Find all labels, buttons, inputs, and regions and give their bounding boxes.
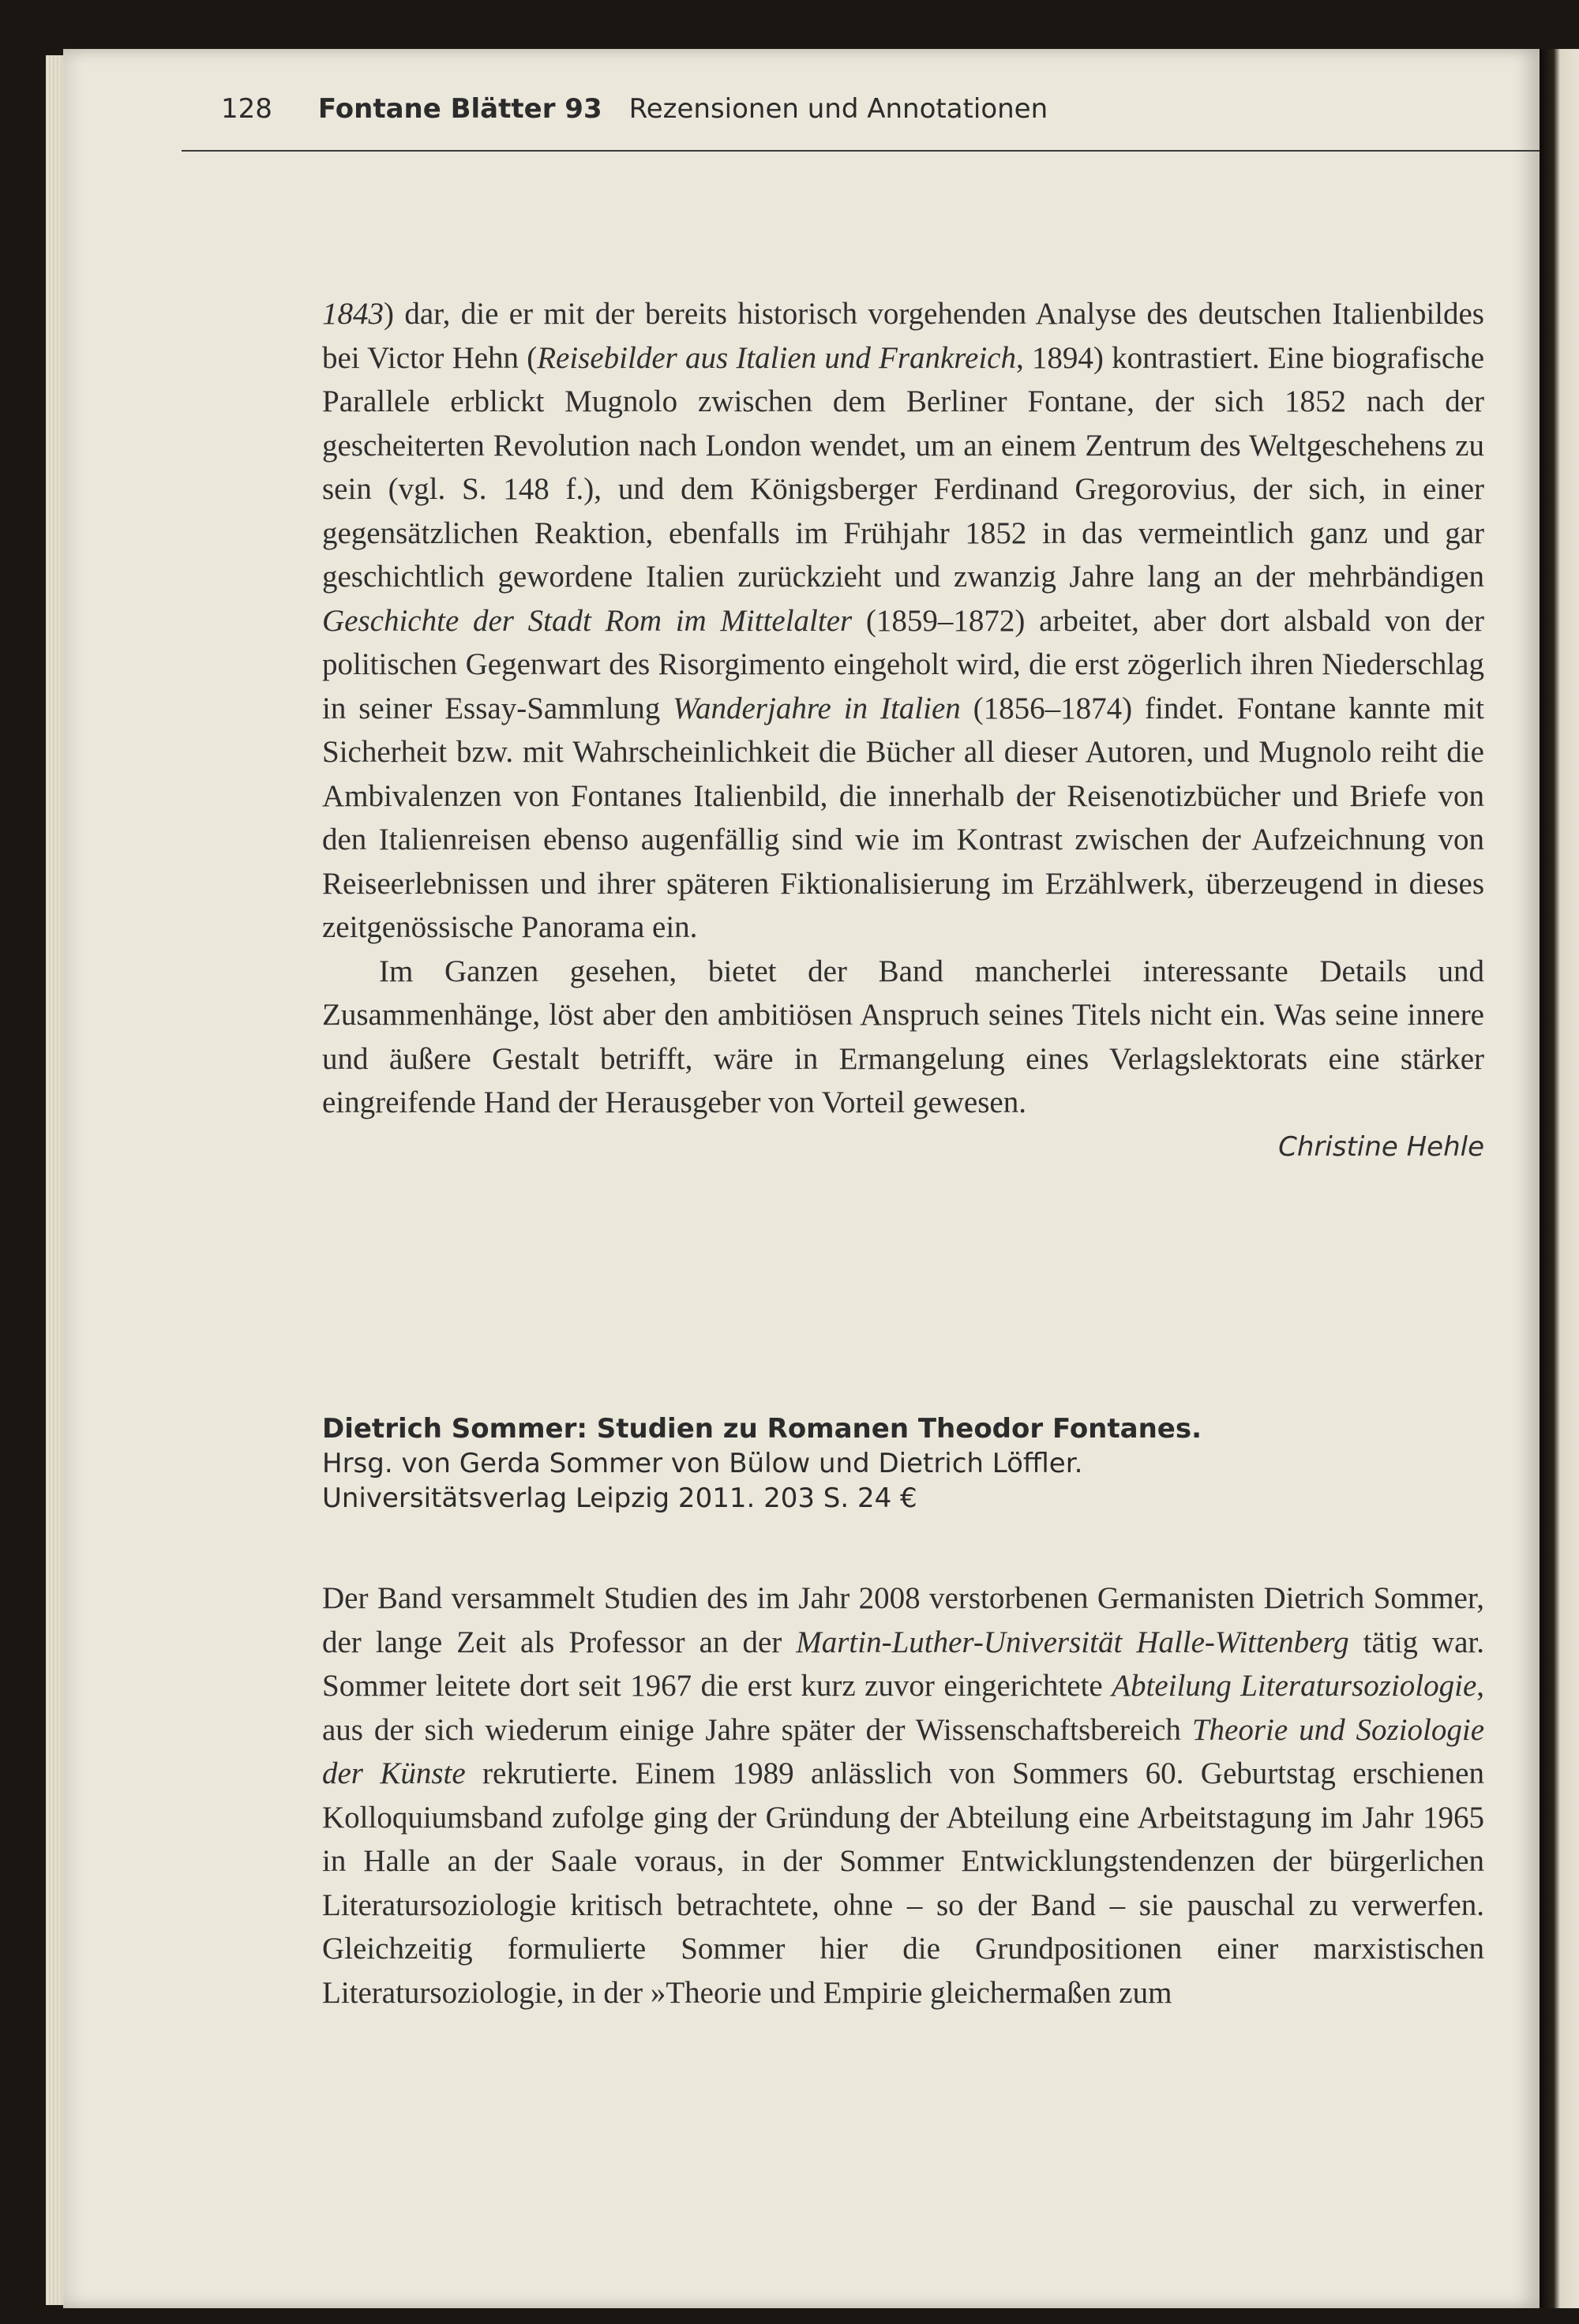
header-rule [182, 150, 1540, 152]
section-title: Rezensionen und Annotationen [628, 93, 1048, 125]
text-segment: (1859–1872) arbeitet, aber dort alsbald von der politischen Gegenwart des Risorgimento eingeholt wird, die erst zögerlich ihren Niederschlag in seiner Essay-Sammlung [322, 603, 1484, 725]
italic-segment: Martin-Luther-Universität Halle-Wittenberg [796, 1625, 1349, 1659]
italic-segment: Geschichte der Stadt Rom im Mittelalter [322, 603, 853, 638]
book-title: Dietrich Sommer: Studien zu Romanen Theodor Fontanes. [322, 1413, 1202, 1445]
italic-segment: 1843 [322, 297, 384, 331]
italic-segment: Theorie und Soziologie der Künste [322, 1712, 1484, 1790]
facing-page-edge [1540, 49, 1579, 2308]
review-paragraph-1 [322, 292, 1484, 950]
book-heading [322, 1411, 1491, 1516]
new-review [322, 1576, 1484, 2015]
review-continuation [322, 292, 1484, 1169]
text-segment: (1856–1874) findet. Fontane kannte mit Sicherheit bzw. mit Wahrscheinlichkeit die Bücher all dieser Autoren, und Mugnolo reiht die Ambivalenzen von Fontanes Italienbild, die innerhalb der Reisenotizbücher und Briefe von den Italienreisen ebenso augenfällig sind wie im Kontrast zwischen der Aufzeichnung von Reiseerlebnissen und ihrer späteren Fiktionalisierung im Erzählwerk, überzeugend in dieses zeitgenössische Panorama ein. [322, 691, 1484, 944]
text-segment: , 1894) kontrastiert. Eine biografische Parallele erblickt Mugnolo zwischen dem Berliner Fontane, der sich 1852 nach der gescheiterten Revolution nach London wendet, um an einem Zentrum des Weltgeschehens zu sein (vgl. S. 148 f.), und dem Königsberger Ferdinand Gregorovius, der sich, in einer gegensätzlichen Reaktion, ebenfalls im Frühjahr 1852 in das vermeintlich ganz und gar geschichtlich gewordene Italien zurückzieht und zwanzig Jahre lang an der mehrbändigen [322, 340, 1485, 594]
text-segment: Der Band versammelt Studien des im Jahr 2008 verstorbenen Germanisten Dietrich Sommer, der lange Zeit als Professor an der [322, 1581, 1484, 1659]
italic-segment: Reisebilder aus Italien und Frankreich [537, 340, 1016, 375]
running-header [221, 93, 1540, 125]
journal-title: Fontane Blätter 93 [317, 93, 602, 125]
review-paragraph-2: Im Ganzen gesehen, bietet der Band mancherlei interessante Details und Zusammenhänge, löst aber den ambitiösen Anspruch seines Titels nicht ein. Was seine innere und äußere Gestalt betrifft, wäre in Ermangelung eines Verlagslektorats eine stärker eingreifende Hand der Herausgeber von Vorteil gewesen. [322, 954, 1484, 1119]
book-publisher: Universitätsverlag Leipzig 2011. 203 S. 24 € [322, 1482, 917, 1514]
review-author: Christine Hehle [1278, 1130, 1484, 1163]
new-review-paragraph-1 [322, 1576, 1484, 2015]
italic-segment: Wanderjahre in Italien [673, 691, 961, 725]
book-editors: Hrsg. von Gerda Sommer von Bülow und Dietrich Löffler. [322, 1448, 1083, 1479]
page-number: 128 [221, 93, 272, 125]
italic-segment: Abteilung Literatursoziologie [1112, 1669, 1477, 1703]
text-segment: tätig war. Sommer leitete dort seit 1967 die erst kurz zuvor eingerichtete [322, 1625, 1484, 1703]
text-segment: , aus der sich wiederum einige Jahre später der Wissenschaftsbereich [322, 1669, 1485, 1747]
text-segment: rekrutierte. Einem 1989 anlässlich von Sommers 60. Geburtstag erschienen Kolloquiumsband zufolge ging der Gründung der Abteilung eine Arbeitstagung im Jahr 1965 in Halle an der Saale voraus, in der Sommer Entwicklungstendenzen der bürgerlichen Literatursoziologie kritisch betrachtete, ohne – so der Band – sie pauschal zu verwerfen. Gleichzeitig formulierte Sommer hier die Grundpositionen einer marxistischen Literatursoziologie, in der »Theorie und Empirie gleichermaßen zum [322, 1756, 1484, 2010]
text-segment: ) dar, die er mit der bereits historisch vorgehenden Analyse des deutschen Italienbildes bei Victor Hehn ( [322, 297, 1484, 375]
